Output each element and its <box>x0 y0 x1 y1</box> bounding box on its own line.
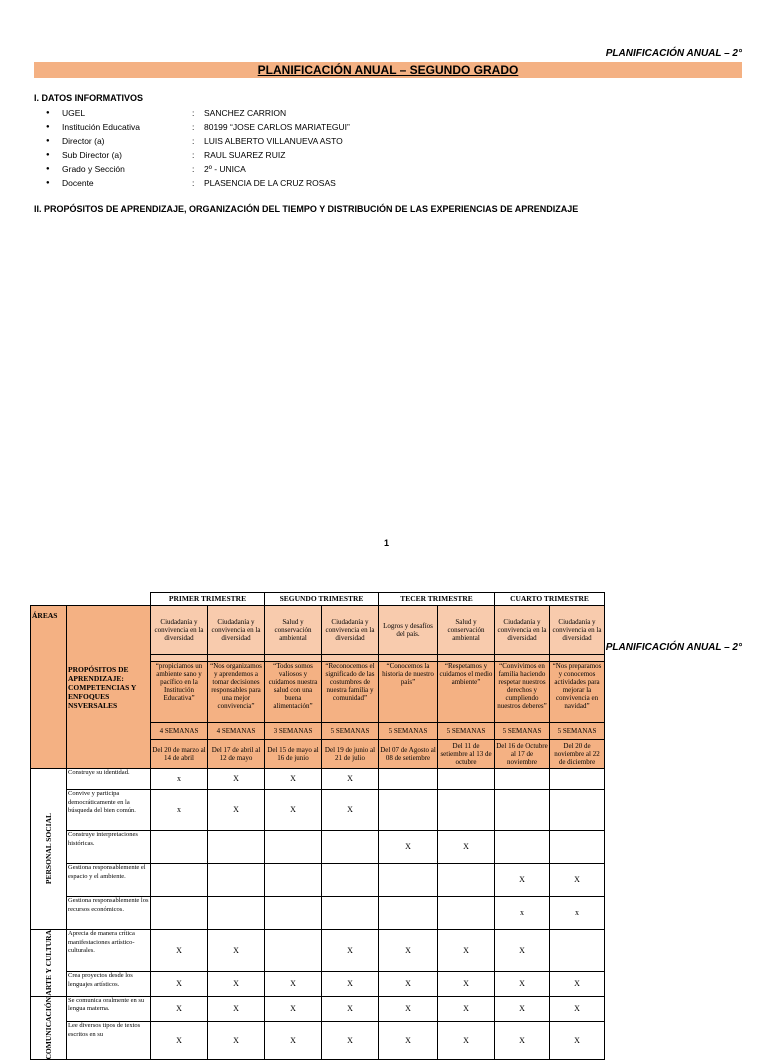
mark-cell <box>438 864 495 897</box>
info-colon: : <box>192 150 195 160</box>
mark-cell: X <box>495 930 550 972</box>
experiencia-cell: “Convivimos en familia haciendo respetar nuestros derechos y cumpliendo nuestros deberes” <box>495 662 550 723</box>
info-colon: : <box>192 178 195 188</box>
section-2-title: II. PROPÓSITOS DE APRENDIZAJE, ORGANIZACIÓN DEL TIEMPO Y DISTRIBUCIÓN DE LAS EXPERIENCIAS DE APRENDIZAJE <box>34 204 579 214</box>
mark-cell <box>322 897 379 930</box>
spacer-cell <box>208 655 265 662</box>
mark-cell: X <box>495 864 550 897</box>
table-row <box>31 790 605 831</box>
mark-cell <box>379 864 438 897</box>
area-name: COMUNICACIÓN <box>43 996 53 1060</box>
mark-cell: X <box>495 972 550 996</box>
trimester-header: PRIMER TRIMESTRE <box>151 593 265 606</box>
duracion-cell: 5 SEMANAS <box>495 723 550 740</box>
mark-cell <box>550 790 605 831</box>
competencia-cell: Construye interpretaciones históricas. <box>67 831 151 864</box>
enfoque-cell: Ciudadanía y convivencia en la diversidad <box>322 606 379 655</box>
fecha-cell: Del 16 de Octubre al 17 de noviembre <box>495 740 550 769</box>
mark-cell <box>208 897 265 930</box>
table-row <box>31 972 605 996</box>
mark-cell <box>495 769 550 790</box>
experiencia-cell: “Todos somos valiosos y cuidamos nuestra salud con una buena alimentación” <box>265 662 322 723</box>
mark-cell <box>265 897 322 930</box>
mark-cell <box>438 897 495 930</box>
mark-cell <box>379 790 438 831</box>
competencia-cell: Convive y participa democráticamente en la búsqueda del bien común. <box>67 790 151 831</box>
info-colon: : <box>192 122 195 132</box>
competencia-cell: Lee diversos tipos de textos escritos en su <box>67 1022 151 1060</box>
competencia-cell: Aprecia de manera crítica manifestaciones artístico-culturales. <box>67 930 151 972</box>
trimester-header: TECER TRIMESTRE <box>379 593 495 606</box>
duracion-cell: 5 SEMANAS <box>322 723 379 740</box>
info-label: UGEL <box>62 108 86 118</box>
enfoque-cell: Ciudadanía y convivencia en la diversidad <box>550 606 605 655</box>
mark-cell: X <box>151 972 208 996</box>
mark-cell <box>151 864 208 897</box>
area-name: ARTE Y CULTURA <box>43 930 53 996</box>
bullet-icon: ● <box>46 152 50 158</box>
info-colon: : <box>192 164 195 174</box>
experiencia-cell: “propiciamos un ambiente sano y pacífico en la Institución Educativa” <box>151 662 208 723</box>
mark-cell: X <box>438 1022 495 1060</box>
mark-cell <box>550 831 605 864</box>
mark-cell: X <box>438 831 495 864</box>
table-row <box>31 996 605 1022</box>
mark-cell: X <box>379 972 438 996</box>
info-label: Grado y Sección <box>62 164 125 174</box>
page-number: 1 <box>384 538 390 548</box>
mark-cell <box>550 769 605 790</box>
mark-cell: X <box>265 996 322 1022</box>
bullet-icon: ● <box>46 110 50 116</box>
mark-cell: X <box>151 996 208 1022</box>
spacer-cell <box>495 655 550 662</box>
empty-cell <box>31 593 151 606</box>
mark-cell <box>438 769 495 790</box>
mark-cell: x <box>151 769 208 790</box>
mark-cell: X <box>379 1022 438 1060</box>
mark-cell: X <box>265 1022 322 1060</box>
fecha-cell: Del 20 de marzo al 14 de abril <box>151 740 208 769</box>
mark-cell <box>208 831 265 864</box>
mark-cell: x <box>495 897 550 930</box>
running-header-page-2: PLANIFICACIÓN ANUAL – 2° <box>605 642 742 653</box>
mark-cell: X <box>265 972 322 996</box>
enfoque-cell: Ciudadanía y convivencia en la diversidad <box>151 606 208 655</box>
fecha-cell: Del 19 de junio al 21 de julio <box>322 740 379 769</box>
mark-cell: X <box>208 769 265 790</box>
section-1-title: I. DATOS INFORMATIVOS <box>34 93 144 103</box>
areas-header: ÁREAS <box>31 606 67 769</box>
table-row <box>31 769 605 790</box>
info-colon: : <box>192 108 195 118</box>
mark-cell: X <box>322 996 379 1022</box>
info-value: PLASENCIA DE LA CRUZ ROSAS <box>204 178 336 188</box>
mark-cell: X <box>438 972 495 996</box>
info-value: 80199 “JOSE CARLOS MARIATEGUI” <box>204 122 350 132</box>
mark-cell: X <box>379 930 438 972</box>
enfoque-cell: Ciudadanía y convivencia en la diversidad <box>495 606 550 655</box>
mark-cell: X <box>550 996 605 1022</box>
duracion-cell: 4 SEMANAS <box>151 723 208 740</box>
fecha-cell: Del 20 de noviembre al 22 de diciembre <box>550 740 605 769</box>
mark-cell <box>151 831 208 864</box>
table-row <box>31 864 605 897</box>
mark-cell: X <box>322 790 379 831</box>
bullet-icon: ● <box>46 180 50 186</box>
competencia-cell: Se comunica oralmente en su lengua materna. <box>67 996 151 1022</box>
info-label: Sub Director (a) <box>62 150 122 160</box>
planning-table-wrapper <box>30 592 605 1060</box>
experiencia-cell: “Nos organizamos y aprendemos a tomar decisiones responsables para una mejor convivencia” <box>208 662 265 723</box>
mark-cell: X <box>208 1022 265 1060</box>
area-name-cell <box>31 769 67 930</box>
mark-cell: X <box>550 972 605 996</box>
fecha-cell: Del 11 de setiembre al 13 de octubre <box>438 740 495 769</box>
mark-cell: X <box>208 930 265 972</box>
info-value: 2º - UNICA <box>204 164 246 174</box>
experiencia-cell: “Respetamos y cuidamos el medio ambiente” <box>438 662 495 723</box>
duracion-cell: 5 SEMANAS <box>438 723 495 740</box>
enfoque-cell: Logros y desafíos del país. <box>379 606 438 655</box>
table-row <box>31 831 605 864</box>
mark-cell: X <box>438 996 495 1022</box>
mark-cell <box>151 897 208 930</box>
mark-cell: X <box>208 996 265 1022</box>
bullet-icon: ● <box>46 138 50 144</box>
info-colon: : <box>192 136 195 146</box>
experiencia-cell: “Reconocemos el significado de las costumbres de nuestra familia y comunidad” <box>322 662 379 723</box>
mark-cell: X <box>151 930 208 972</box>
mark-cell: X <box>379 996 438 1022</box>
info-label: Docente <box>62 178 94 188</box>
propositos-header: PROPÓSITOS DE APRENDIZAJE: COMPETENCIAS Y ENFOQUES NSVERSALES <box>67 606 151 769</box>
duracion-cell: 4 SEMANAS <box>208 723 265 740</box>
table-row <box>31 930 605 972</box>
mark-cell: x <box>550 897 605 930</box>
spacer-cell <box>151 655 208 662</box>
fecha-cell: Del 07 de Agosto al 08 de setiembre <box>379 740 438 769</box>
table-row <box>31 1022 605 1060</box>
enfoque-cell: Salud y conservación ambiental <box>265 606 322 655</box>
spacer-cell <box>322 655 379 662</box>
mark-cell: X <box>495 996 550 1022</box>
mark-cell: X <box>550 864 605 897</box>
info-value: LUIS ALBERTO VILLANUEVA ASTO <box>204 136 343 146</box>
mark-cell: x <box>151 790 208 831</box>
fecha-cell: Del 15 de mayo al 16 de junio <box>265 740 322 769</box>
mark-cell <box>322 831 379 864</box>
competencia-cell: Gestiona responsablemente los recursos económicos. <box>67 897 151 930</box>
area-name: PERSONAL SOCIAL <box>43 813 53 885</box>
competencia-cell: Construye su identidad. <box>67 769 151 790</box>
mark-cell <box>265 930 322 972</box>
mark-cell <box>495 790 550 831</box>
mark-cell <box>379 897 438 930</box>
mark-cell <box>379 769 438 790</box>
mark-cell: X <box>379 831 438 864</box>
spacer-cell <box>379 655 438 662</box>
duracion-cell: 5 SEMANAS <box>550 723 605 740</box>
mark-cell: X <box>550 1022 605 1060</box>
mark-cell <box>438 790 495 831</box>
competencia-cell: Gestiona responsablemente el espacio y el ambiente. <box>67 864 151 897</box>
experiencia-cell: “Nos preparamos y conocemos actividades para mejorar la convivencia en navidad” <box>550 662 605 723</box>
mark-cell <box>208 864 265 897</box>
enfoques-row <box>31 606 605 655</box>
mark-cell: X <box>322 1022 379 1060</box>
enfoque-cell: Salud y conservación ambiental <box>438 606 495 655</box>
competencia-cell: Crea proyectos desde los lenguajes artísticos. <box>67 972 151 996</box>
planning-table <box>30 592 605 1060</box>
mark-cell: X <box>208 790 265 831</box>
area-name-cell <box>31 930 67 997</box>
mark-cell: X <box>151 1022 208 1060</box>
bullet-icon: ● <box>46 166 50 172</box>
info-value: RAUL SUAREZ RUIZ <box>204 150 286 160</box>
mark-cell: X <box>322 930 379 972</box>
info-label: Director (a) <box>62 136 105 146</box>
table-row <box>31 897 605 930</box>
bullet-icon: ● <box>46 124 50 130</box>
mark-cell <box>322 864 379 897</box>
spacer-cell <box>438 655 495 662</box>
duracion-cell: 3 SEMANAS <box>265 723 322 740</box>
mark-cell: X <box>208 972 265 996</box>
mark-cell <box>265 864 322 897</box>
mark-cell <box>495 831 550 864</box>
info-label: Institución Educativa <box>62 122 140 132</box>
trimester-header: CUARTO TRIMESTRE <box>495 593 605 606</box>
mark-cell: X <box>322 769 379 790</box>
spacer-cell <box>550 655 605 662</box>
trimester-header-row <box>31 593 605 606</box>
mark-cell: X <box>265 769 322 790</box>
mark-cell: X <box>438 930 495 972</box>
fecha-cell: Del 17 de abril al 12 de mayo <box>208 740 265 769</box>
mark-cell: X <box>322 972 379 996</box>
enfoque-cell: Ciudadanía y convivencia en la diversidad <box>208 606 265 655</box>
spacer-cell <box>265 655 322 662</box>
trimester-header: SEGUNDO TRIMESTRE <box>265 593 379 606</box>
mark-cell <box>550 930 605 972</box>
mark-cell: X <box>265 790 322 831</box>
info-value: SANCHEZ CARRION <box>204 108 287 118</box>
page-title: PLANIFICACIÓN ANUAL – SEGUNDO GRADO <box>34 62 742 78</box>
duracion-cell: 5 SEMANAS <box>379 723 438 740</box>
area-name-cell <box>31 996 67 1060</box>
experiencia-cell: “Conocemos la historia de nuestro país” <box>379 662 438 723</box>
running-header: PLANIFICACIÓN ANUAL – 2° <box>605 48 742 59</box>
mark-cell <box>265 831 322 864</box>
mark-cell: X <box>495 1022 550 1060</box>
